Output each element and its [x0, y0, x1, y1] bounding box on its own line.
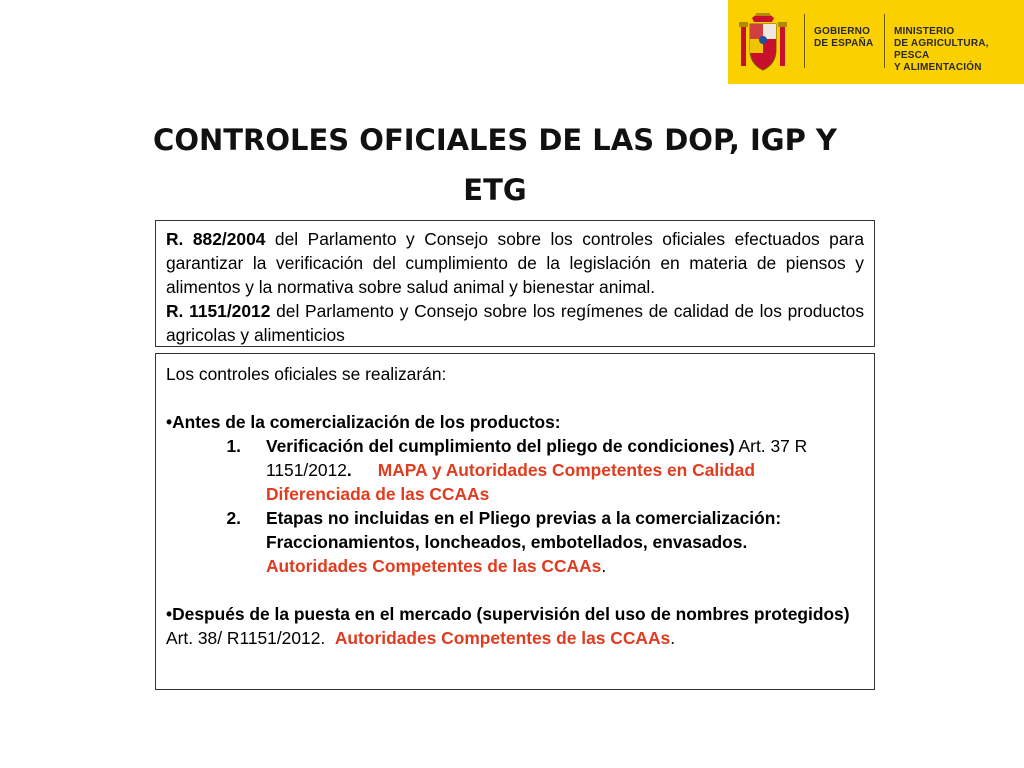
ministry-line-3: Y ALIMENTACIÓN	[894, 62, 982, 73]
item-text	[266, 506, 864, 578]
list-item	[166, 434, 864, 506]
item-number: 2.	[226, 508, 241, 528]
spacer	[166, 578, 864, 602]
after-marketing	[166, 602, 864, 650]
before-marketing-heading: •Antes de la comercialización de los productos:	[166, 412, 561, 432]
regulation-1151-text: del Parlamento y Consejo sobre los regímenes de calidad de los productos agricolas y alimenticios	[166, 301, 865, 345]
item-text	[266, 434, 864, 506]
item-1-bold: Verificación del cumplimiento del pliego de condiciones)	[266, 436, 735, 456]
controls-box	[155, 353, 875, 690]
slide-title	[150, 115, 840, 215]
title-line-2: ETG	[463, 173, 527, 207]
government-name	[814, 26, 873, 50]
ministry-name	[894, 26, 1024, 74]
regulation-1151	[166, 299, 864, 347]
item-2-bold: Etapas no incluidas en el Pliego previas a la comercialización: Fraccionamientos, loncheados, embotellados, envasados.	[266, 508, 782, 552]
ministry-line-2: DE AGRICULTURA, PESCA	[894, 38, 989, 61]
item-2-end: .	[601, 556, 607, 576]
controls-intro: Los controles oficiales se realizarán:	[166, 364, 447, 384]
government-logo-bar	[728, 0, 1024, 84]
item-1-text: Art. 37 R 1151/2012	[266, 436, 808, 480]
after-marketing-heading: •Después de la puesta en el mercado (supervisión del uso de nombres protegidos)	[166, 604, 850, 624]
coat-of-arms-icon	[738, 8, 788, 76]
spacer	[166, 386, 864, 410]
after-marketing-ref: Art. 38/ R1151/2012.	[166, 604, 854, 648]
logo-divider	[884, 14, 885, 68]
regulation-1151-ref: R. 1151/2012	[166, 301, 271, 321]
list-item	[166, 506, 864, 578]
title-line-1: CONTROLES OFICIALES DE LAS DOP, IGP Y	[153, 123, 837, 157]
item-1-dot: .	[346, 460, 352, 480]
regulation-882-text: del Parlamento y Consejo sobre los controles oficiales efectuados para garantizar la verificación del cumplimiento de la legislación en materia de piensos y alimentos y la normativa sobre salud animal y bienestar animal.	[166, 229, 864, 297]
ministry-line-1: MINISTERIO	[894, 26, 955, 37]
regulations-box	[155, 220, 875, 347]
after-marketing-authority: Autoridades Competentes de las CCAAs	[334, 628, 671, 648]
after-marketing-end: .	[670, 628, 676, 648]
gov-line-1: GOBIERNO	[814, 26, 871, 37]
item-2-authority: Autoridades Competentes de las CCAAs	[266, 556, 602, 576]
item-number: 1.	[226, 436, 241, 456]
logo-divider	[804, 14, 805, 68]
regulation-882	[166, 227, 864, 299]
item-1-authority: MAPA y Autoridades Competentes en Calidad Diferenciada de las CCAAs	[266, 460, 755, 504]
regulation-882-ref: R. 882/2004	[166, 229, 266, 249]
gov-line-2: DE ESPAÑA	[814, 38, 874, 49]
